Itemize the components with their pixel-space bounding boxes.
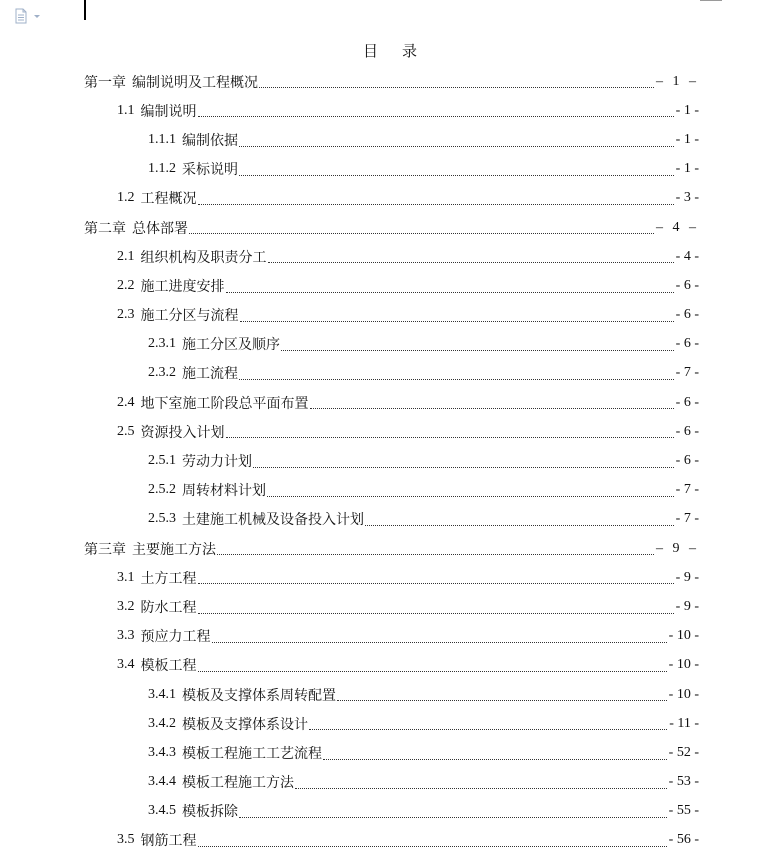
toc-dot-leader <box>295 787 667 789</box>
toc-entry-page-number: - 56 - <box>668 832 699 848</box>
toc-entry-number: 3.4.2 <box>148 715 176 731</box>
toc-entry[interactable] <box>0 213 699 242</box>
toc-entry-number: 2.4 <box>117 394 135 410</box>
toc-entry-title: 模板工程施工工艺流程 <box>182 745 322 762</box>
toc-entry-page-number: - 53 - <box>668 774 699 790</box>
toc-entry-page-number: - 6 - <box>675 423 699 439</box>
toc-entry-page-number: - 6 - <box>675 394 699 410</box>
toc-entry-number: 2.3.2 <box>148 365 176 381</box>
toc-entry-page-number: - 6 - <box>675 277 699 293</box>
toc-entry-title: 防水工程 <box>140 599 197 616</box>
toc-entry-number: 2.3.1 <box>148 336 176 352</box>
toc-entry-page-number: – 9 – <box>656 540 699 556</box>
toc-entry[interactable] <box>0 271 699 300</box>
toc-dot-leader <box>239 378 674 380</box>
toc-entry-title: 土方工程 <box>140 570 197 587</box>
toc-entry-title: 劳动力计划 <box>182 454 252 471</box>
toc-entry-page-number: - 7 - <box>675 482 699 498</box>
toc-entry[interactable] <box>0 417 699 446</box>
toc-entry-page-number: – 1 – <box>656 73 699 89</box>
toc-list <box>0 67 782 855</box>
toc-entry-title: 施工分区与流程 <box>140 308 239 325</box>
toc-entry-title: 模板工程 <box>140 658 197 675</box>
toc-entry[interactable] <box>0 96 699 125</box>
toc-dot-leader <box>239 816 667 818</box>
toc-entry[interactable] <box>0 446 699 475</box>
toc-dot-leader <box>259 86 654 88</box>
toc-entry-page-number: - 6 - <box>675 336 699 352</box>
toc-entry[interactable] <box>0 680 699 709</box>
toc-entry[interactable] <box>0 651 699 680</box>
toc-entry-title: 施工流程 <box>182 366 238 383</box>
toc-entry[interactable] <box>0 359 699 388</box>
toc-dot-leader <box>198 115 674 117</box>
toc-entry[interactable] <box>0 797 699 826</box>
toc-dot-leader <box>268 261 674 263</box>
toc-entry[interactable] <box>0 768 699 797</box>
toc-entry-page-number: - 7 - <box>675 511 699 527</box>
toc-dot-leader <box>226 291 674 293</box>
toc-entry-title: 资源投入计划 <box>140 424 225 441</box>
toc-entry-number: 第二章 <box>84 221 126 237</box>
toc-entry-title: 施工进度安排 <box>140 278 225 295</box>
toc-entry[interactable] <box>0 505 699 534</box>
toc-entry-page-number: - 55 - <box>668 803 699 819</box>
toc-entry-title: 施工分区及顺序 <box>182 337 280 354</box>
toc-dot-leader <box>217 553 654 555</box>
toc-entry-number: 1.1 <box>117 102 135 118</box>
toc-entry-title: 地下室施工阶段总平面布置 <box>140 395 309 412</box>
toc-entry[interactable] <box>0 242 699 271</box>
toc-entry[interactable] <box>0 301 699 330</box>
toc-entry-title: 工程概况 <box>140 191 197 208</box>
toc-dot-leader <box>239 145 674 147</box>
toc-entry-number: 2.5 <box>117 423 135 439</box>
toc-entry-number: 3.1 <box>117 569 135 585</box>
toc-dot-leader <box>310 407 674 409</box>
toc-entry[interactable] <box>0 826 699 855</box>
toc-entry[interactable] <box>0 125 699 154</box>
toc-dot-leader <box>198 203 674 205</box>
toc-entry[interactable] <box>0 592 699 621</box>
toc-entry-number: 2.5.3 <box>148 511 176 527</box>
toc-entry-page-number: - 3 - <box>675 190 699 206</box>
toc-entry-title: 钢筋工程 <box>140 833 197 850</box>
toc-entry-title: 模板及支撑体系设计 <box>182 716 308 733</box>
toc-entry-title: 土建施工机械及设备投入计划 <box>182 512 364 529</box>
toc-entry[interactable] <box>0 184 699 213</box>
toc-entry[interactable] <box>0 709 699 738</box>
toc-entry-number: 3.4 <box>117 657 135 673</box>
toc-entry-title: 采标说明 <box>182 162 238 179</box>
toc-dot-leader <box>198 845 667 847</box>
toc-entry-number: 2.2 <box>117 277 135 293</box>
toc-entry-page-number: - 10 - <box>668 628 699 644</box>
toc-entry-page-number: - 4 - <box>675 248 699 264</box>
toc-entry-number: 3.2 <box>117 598 135 614</box>
toc-entry-title: 模板及支撑体系周转配置 <box>182 687 336 704</box>
toc-dot-leader <box>253 466 674 468</box>
toc-entry-number: 第一章 <box>84 75 126 91</box>
toc-entry-page-number: - 1 - <box>675 161 699 177</box>
toc-dot-leader <box>267 495 674 497</box>
toc-dot-leader <box>281 349 674 351</box>
toc-entry-number: 3.4.4 <box>148 774 176 790</box>
toc-entry-page-number: - 11 - <box>669 715 699 731</box>
toc-entry-title: 周转材料计划 <box>182 483 266 500</box>
toc-entry[interactable] <box>0 155 699 184</box>
toc-dot-leader <box>309 728 667 730</box>
toc-entry-number: 3.5 <box>117 832 135 848</box>
toc-entry[interactable] <box>0 563 699 592</box>
toc-entry-page-number: - 6 - <box>675 453 699 469</box>
toc-entry-page-number: - 9 - <box>675 569 699 585</box>
toc-entry-number: 3.4.3 <box>148 744 176 760</box>
toc-entry-page-number: - 7 - <box>675 365 699 381</box>
toc-dot-leader <box>198 670 667 672</box>
toc-dot-leader <box>189 232 654 234</box>
toc-entry-number: 2.1 <box>117 248 135 264</box>
toc-dot-leader <box>239 174 674 176</box>
toc-dot-leader <box>198 582 674 584</box>
toc-entry-title: 组织机构及职责分工 <box>140 249 267 266</box>
toc-entry-number: 3.4.5 <box>148 803 176 819</box>
toc-dot-leader <box>337 699 667 701</box>
toc-title-char-2: 录 <box>402 42 420 60</box>
toc-entry[interactable] <box>0 534 699 563</box>
toc-entry-number: 2.3 <box>117 307 135 323</box>
toc-entry-number: 2.5.2 <box>148 482 176 498</box>
toc-entry-number: 3.4.1 <box>148 686 176 702</box>
toc-dot-leader <box>323 758 667 760</box>
toc-entry-page-number: - 10 - <box>668 686 699 702</box>
toc-entry[interactable] <box>0 738 699 767</box>
toc-entry-title: 编制说明及工程概况 <box>132 74 258 91</box>
toc-entry-number: 3.3 <box>117 628 135 644</box>
toc-dot-leader <box>198 612 674 614</box>
toc-entry-title: 模板工程施工方法 <box>182 775 294 792</box>
toc-entry[interactable] <box>0 330 699 359</box>
toc-dot-leader <box>240 320 674 322</box>
toc-entry[interactable] <box>0 388 699 417</box>
toc-dot-leader <box>226 436 674 438</box>
toc-entry-number: 1.1.1 <box>148 131 176 147</box>
toc-entry-number: 1.1.2 <box>148 161 176 177</box>
toc-entry-page-number: - 1 - <box>675 131 699 147</box>
toc-entry-page-number: - 1 - <box>675 102 699 118</box>
toc-title <box>0 40 782 61</box>
toc-entry-title: 编制依据 <box>182 132 238 149</box>
toc-entry-page-number: - 9 - <box>675 598 699 614</box>
toc-dot-leader <box>212 641 667 643</box>
toc-entry[interactable] <box>0 67 699 96</box>
toc-entry-title: 预应力工程 <box>140 629 211 646</box>
toc-entry-title: 主要施工方法 <box>132 541 216 558</box>
toc-entry-page-number: – 4 – <box>656 219 699 235</box>
toc-entry-number: 第三章 <box>84 542 126 558</box>
toc-entry-page-number: - 52 - <box>668 744 699 760</box>
toc-entry[interactable] <box>0 476 699 505</box>
toc-entry-page-number: - 6 - <box>675 307 699 323</box>
toc-dot-leader <box>365 524 674 526</box>
toc-entry-title: 总体部署 <box>132 220 188 237</box>
toc-entry-number: 1.2 <box>117 190 135 206</box>
toc-entry[interactable] <box>0 622 699 651</box>
toc-entry-page-number: - 10 - <box>668 657 699 673</box>
toc-title-char-1: 目 <box>362 42 380 60</box>
toc-entry-title: 编制说明 <box>140 103 197 120</box>
toc-entry-number: 2.5.1 <box>148 453 176 469</box>
toc-entry-title: 模板拆除 <box>182 804 238 821</box>
